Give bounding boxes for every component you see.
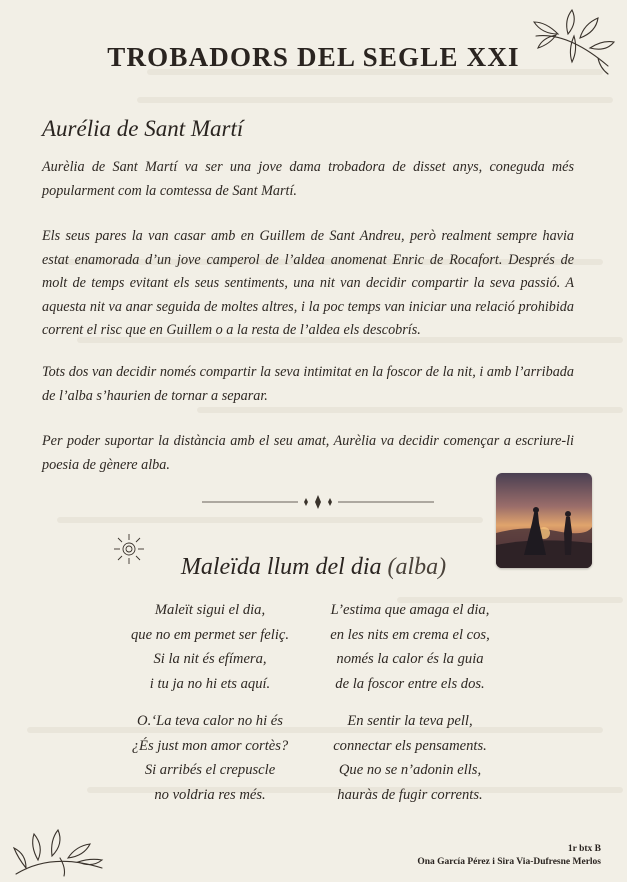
poem-title <box>0 554 627 581</box>
paragraph-night: Tots dos van decidir només compartir la seva intimitat en la foscor de la nit, i amb l’arribada de l’alba s’haurien de tornar a separar. <box>42 364 574 404</box>
poem-title-text: Maleïda llum del dia <box>180 554 382 580</box>
section-subtitle: Aurélia de Sant Martí <box>42 116 244 141</box>
poem-line: de la foscor entre els dos. <box>335 675 485 692</box>
poem-genre: (alba) <box>387 554 447 580</box>
poem-line: Maleït sigui el dia, <box>154 602 266 618</box>
ornamental-divider-icon <box>202 493 434 511</box>
poem-line: Si la nit és efímera, <box>153 651 267 667</box>
poem-line: no voldria res més. <box>154 786 266 803</box>
poem-line: hauràs de fugir corrents. <box>337 786 483 803</box>
poem-stanza-4 <box>305 709 515 807</box>
poem-line: En sentir la teva pell, <box>347 713 473 729</box>
page-title: TROBADORS DEL SEGLE XXI <box>107 42 520 72</box>
paragraph-intro: Aurèlia de Sant Martí va ser una jove dama trobadora de disset anys, coneguda més popularment com la comtessa de Sant Martí. <box>42 159 574 199</box>
poem-stanza-1 <box>105 598 315 696</box>
poem-line: O.‘La teva calor no hi és <box>137 713 283 729</box>
poem-line: que no em permet ser feliç. <box>130 626 290 643</box>
poem-line: connectar els pensaments. <box>333 737 487 754</box>
paragraph-story: Els seus pares la van casar amb en Guillem de Sant Andreu, però realment sempre havia estat enamorada d’un jove camperol de l’aldea anomenat Enric de Rocafort. Després de molt de temps evitant els seus sentiments, una nit van decidir compartir la seva passió. A aquesta nit va anar seguida de moltes altres, i la poc temps van iniciar una relació prohibida corrent el risc que en Guillem o a la resta de l’aldea els descobrís. <box>42 228 574 338</box>
poem-line: només la calor és la guia <box>336 651 484 667</box>
poem-line: ¿És just mon amor cortès? <box>131 737 289 754</box>
footer <box>417 843 601 869</box>
paragraph-poetry: Per poder suportar la distància amb el seu amat, Aurèlia va decidir començar a escriure-li poesia de gènere alba. <box>42 433 574 473</box>
leaf-branch-icon <box>12 812 106 878</box>
poem-line: en les nits em crema el cos, <box>330 626 490 643</box>
footer-class: 1r btx B <box>567 844 601 854</box>
poem-line: Que no se n’adonin ells, <box>338 762 482 778</box>
poem-line: L’estima que amaga el dia, <box>330 602 490 618</box>
poem-line: i tu ja no hi ets aquí. <box>149 675 271 692</box>
poem-stanza-3 <box>105 709 315 807</box>
footer-authors: Ona García Pérez i Sira Via-Dufresne Merlos <box>417 857 601 867</box>
poem-stanza-2 <box>305 598 515 696</box>
poem-line: Si arribés el crepuscle <box>144 762 276 778</box>
